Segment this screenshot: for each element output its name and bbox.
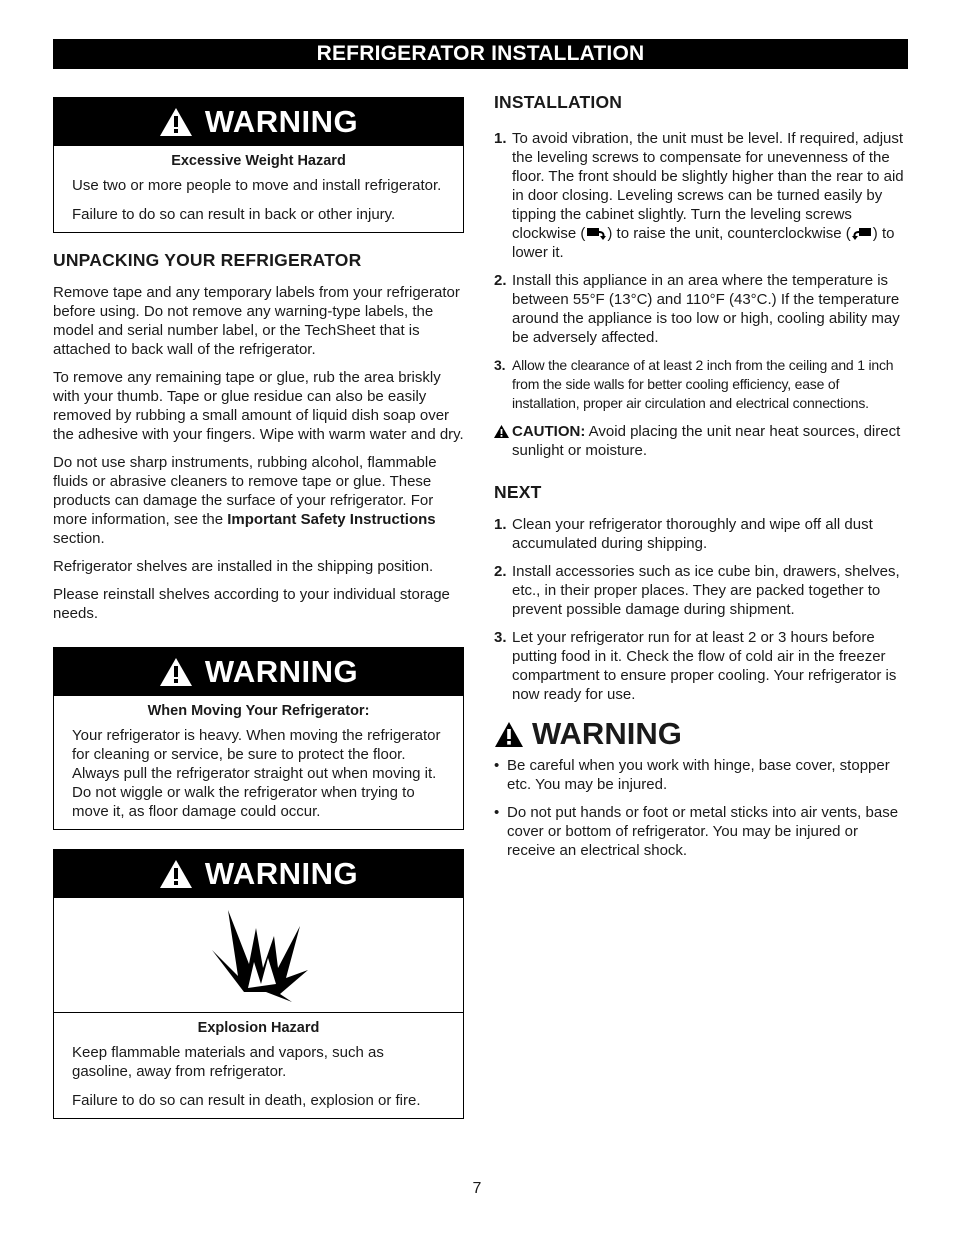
unpacking-paragraph: Remove tape and any temporary labels from your refrigerator before using. Do not remove any warning-type labels, the model and serial number label, or the TechSheet that is attached to back wall of the refrigerator. xyxy=(53,284,460,358)
unpacking-paragraph: Please reinstall shelves according to your individual storage needs. xyxy=(53,586,450,622)
installation-heading: INSTALLATION xyxy=(494,92,623,112)
caution-triangle-icon xyxy=(494,425,509,438)
warning-line: Use two or more people to move and install refrigerator. xyxy=(72,177,442,194)
explosion-symbol-area xyxy=(54,898,463,1013)
warning-triangle-icon xyxy=(159,657,193,687)
warning-header xyxy=(54,850,463,898)
warning-bullets xyxy=(494,756,906,860)
warning-header xyxy=(54,98,463,146)
step-text: To avoid vibration, the unit must be level. If required, adjust the leveling screws to compensate for unevenness of the floor. The front should be slightly higher than the rear to aid in door closing. Leveling screws can be turned easily by tipping the cabinet slightly. Turn the leveling screws clockwise ( xyxy=(512,130,904,242)
warning-title: WARNING xyxy=(204,856,359,891)
unpacking-paragraph: Refrigerator shelves are installed in the shipping position. xyxy=(53,558,434,575)
warning-line: Keep flammable materials and vapors, such as gasoline, away from refrigerator. xyxy=(72,1044,384,1080)
warning-line: Failure to do so can result in back or other injury. xyxy=(72,206,396,223)
warning-header xyxy=(54,648,463,696)
step-number: 2. xyxy=(494,563,507,580)
page-number: 7 xyxy=(472,1180,482,1197)
warning-subtitle: When Moving Your Refrigerator: xyxy=(147,703,370,719)
moving-warning-box xyxy=(53,647,464,830)
list-item xyxy=(494,515,906,553)
list-item xyxy=(494,129,906,262)
list-item xyxy=(494,271,906,347)
warning-heading xyxy=(494,716,906,752)
step-number: 3. xyxy=(494,629,507,646)
warning-body xyxy=(54,1036,463,1118)
unpacking-heading: UNPACKING YOUR REFRIGERATOR xyxy=(53,250,362,270)
section-banner: REFRIGERATOR INSTALLATION xyxy=(53,39,908,69)
unpacking-paragraph xyxy=(53,453,464,548)
warning-subtitle: Explosion Hazard xyxy=(197,1020,320,1036)
step-text: Let your refrigerator run for at least 2 or 3 hours before putting food in it. Check the flow of cold air in the freezer compartment to ensure proper cooling. Your refrigerator is now ready for use. xyxy=(512,629,897,703)
caution-text: Avoid placing the unit near heat sources, direct sunlight or moisture. xyxy=(512,423,901,459)
list-item xyxy=(494,562,906,619)
left-column xyxy=(53,97,464,1119)
step-text: Install accessories such as ice cube bin, drawers, shelves, etc., in their proper places. They are packed together to prevent possible damage during shipment. xyxy=(512,563,900,618)
step-number: 1. xyxy=(494,516,507,533)
warning-title: WARNING xyxy=(204,104,359,139)
step-text: ) to lower it. xyxy=(512,225,895,261)
caution-label: CAUTION: xyxy=(512,423,586,440)
unpacking-paragraph: To remove any remaining tape or glue, rub the area briskly with your thumb. Tape or glue residue can also be easily removed by rubbing a small amount of liquid dish soap over the adhesive with your fingers. Wipe with warm water and dry. xyxy=(53,369,464,443)
next-steps xyxy=(494,515,906,704)
warning-body xyxy=(54,719,463,829)
weight-warning-box xyxy=(53,97,464,233)
warning-body xyxy=(54,169,463,232)
warning-triangle-icon xyxy=(159,107,193,137)
explosion-icon xyxy=(204,906,314,1006)
safety-instructions-reference: Important Safety Instructions xyxy=(227,511,436,528)
warning-title: WARNING xyxy=(204,654,359,689)
step-number: 2. xyxy=(494,272,507,289)
warning-triangle-icon xyxy=(159,859,193,889)
paragraph-text: section. xyxy=(53,530,105,547)
step-text: Install this appliance in an area where the temperature is between 55°F (13°C) and 110°F (43°C.) If the temperature around the appliance is too low or high, cooling ability may be adversely affected. xyxy=(512,272,900,346)
list-item xyxy=(494,628,906,704)
clockwise-arrow-icon xyxy=(585,226,607,240)
warning-line: Your refrigerator is heavy. When moving the refrigerator for cleaning or service, be sure to protect the floor. Always pull the refrigerator straight out when moving it. Do not wiggle or walk the refrigerator when trying to move it, as floor damage could occur. xyxy=(72,727,441,820)
list-item: • Do not put hands or foot or metal sticks into air vents, base cover or bottom of refrigerator. You may be injured or receive an electrical shock. xyxy=(494,803,906,860)
warning-line: Failure to do so can result in death, explosion or fire. xyxy=(72,1092,421,1109)
paragraph-text: Do not use sharp instruments, rubbing alcohol, flammable fluids or abrasive cleaners to remove tape or glue. These products can damage the surface of your refrigerator. For more information, see the xyxy=(53,454,437,528)
warning-title: WARNING xyxy=(532,716,682,751)
explosion-warning-box xyxy=(53,849,464,1119)
right-column xyxy=(494,92,906,869)
installation-steps xyxy=(494,129,906,413)
list-item xyxy=(494,356,906,413)
warning-subtitle: Excessive Weight Hazard xyxy=(171,153,346,169)
list-item: • Be careful when you work with hinge, base cover, stopper etc. You may be injured. xyxy=(494,756,906,794)
step-text: Allow the clearance of at least 2 inch from the ceiling and 1 inch from the side walls for better cooling efficiency, ease of installation, proper air circulation and electrical connections. xyxy=(512,357,894,411)
step-number: 1. xyxy=(494,130,507,147)
warning-triangle-icon xyxy=(494,721,524,748)
caution-note xyxy=(494,422,906,460)
counterclockwise-arrow-icon xyxy=(851,226,873,240)
step-text: ) to raise the unit, counterclockwise ( xyxy=(607,225,851,242)
next-heading: NEXT xyxy=(494,482,542,502)
step-text: Clean your refrigerator thoroughly and wipe off all dust accumulated during shipping. xyxy=(512,516,873,552)
step-number: 3. xyxy=(494,357,506,373)
